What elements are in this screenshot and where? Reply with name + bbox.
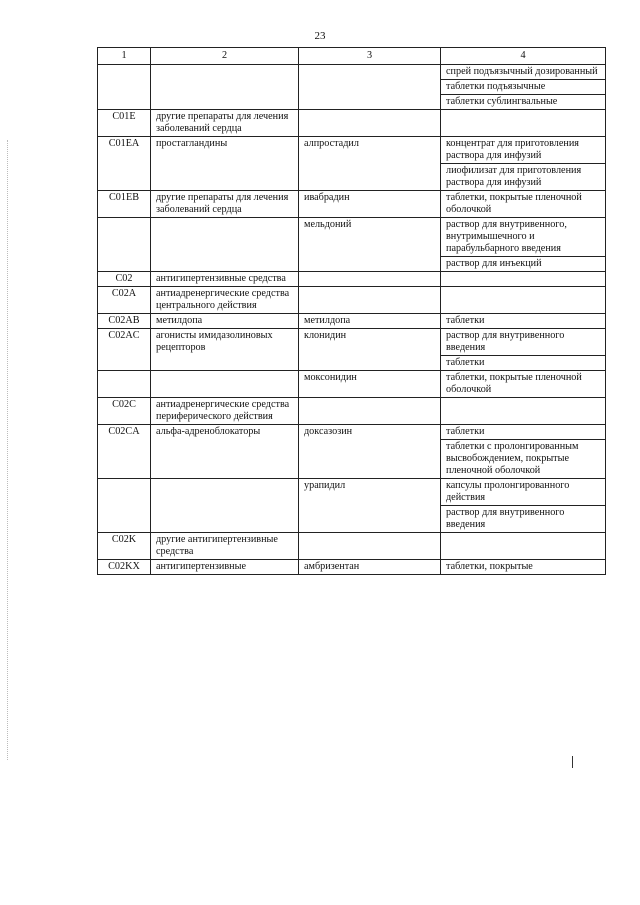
medicines-table (97, 47, 606, 575)
drug-name-cell: метилдопа (299, 314, 441, 329)
scan-margin-mark (7, 140, 8, 760)
dosage-form-cell: таблетки, покрытые (441, 560, 606, 575)
atc-code-cell: C01E (98, 110, 151, 137)
drug-name-cell: амбризентан (299, 560, 441, 575)
column-header-4: 4 (441, 48, 606, 65)
dosage-form-cell: раствор для внутривенного введения (441, 329, 606, 356)
dosage-form-cell: таблетки (441, 356, 606, 371)
drug-name-cell (299, 533, 441, 560)
table-row (98, 65, 606, 80)
atc-code-cell: C02C (98, 398, 151, 425)
table-row (98, 137, 606, 164)
table-header-row (98, 48, 606, 65)
drug-name-cell (299, 65, 441, 110)
group-name-cell (151, 65, 299, 110)
drug-name-cell (299, 272, 441, 287)
drug-name-cell (299, 287, 441, 314)
dosage-form-cell: таблетки (441, 425, 606, 440)
group-name-cell (151, 218, 299, 272)
atc-code-cell: C01EA (98, 137, 151, 191)
group-name-cell: простагландины (151, 137, 299, 191)
scan-tick-mark (572, 756, 573, 768)
atc-code-cell: C02A (98, 287, 151, 314)
drug-name-cell: моксонидин (299, 371, 441, 398)
page-number: 23 (314, 30, 326, 42)
group-name-cell: антигипертензивные (151, 560, 299, 575)
dosage-form-cell: раствор для инъекций (441, 257, 606, 272)
table-row (98, 425, 606, 440)
dosage-form-cell: таблетки (441, 314, 606, 329)
atc-code-cell (98, 479, 151, 533)
dosage-form-cell: капсулы пролонгированного действия (441, 479, 606, 506)
dosage-form-cell: таблетки с пролонгированным высвобождением, покрытые пленочной оболочкой (441, 440, 606, 479)
group-name-cell: агонисты имидазолиновых рецепторов (151, 329, 299, 371)
dosage-form-cell: лиофилизат для приготовления раствора для инфузий (441, 164, 606, 191)
group-name-cell: другие антигипертензивные средства (151, 533, 299, 560)
group-name-cell (151, 479, 299, 533)
table-row (98, 371, 606, 398)
dosage-form-cell: таблетки подъязычные (441, 80, 606, 95)
table-row (98, 314, 606, 329)
group-name-cell: метилдопа (151, 314, 299, 329)
drug-name-cell: ивабрадин (299, 191, 441, 218)
atc-code-cell (98, 218, 151, 272)
dosage-form-cell: спрей подъязычный дозированный (441, 65, 606, 80)
dosage-form-cell (441, 110, 606, 137)
dosage-form-cell: таблетки, покрытые пленочной оболочкой (441, 371, 606, 398)
dosage-form-cell (441, 287, 606, 314)
group-name-cell: альфа-адреноблокаторы (151, 425, 299, 479)
group-name-cell: другие препараты для лечения заболеваний сердца (151, 110, 299, 137)
dosage-form-cell: раствор для внутривенного введения (441, 506, 606, 533)
dosage-form-cell: концентрат для приготовления раствора для инфузий (441, 137, 606, 164)
atc-code-cell: C02AB (98, 314, 151, 329)
table-row (98, 560, 606, 575)
drug-name-cell: урапидил (299, 479, 441, 533)
column-header-3: 3 (299, 48, 441, 65)
drug-name-cell (299, 398, 441, 425)
table-row (98, 110, 606, 137)
atc-code-cell: C02 (98, 272, 151, 287)
atc-code-cell (98, 65, 151, 110)
group-name-cell (151, 371, 299, 398)
dosage-form-cell (441, 533, 606, 560)
drug-name-cell: доксазозин (299, 425, 441, 479)
column-header-2: 2 (151, 48, 299, 65)
atc-code-cell: C02CA (98, 425, 151, 479)
drug-name-cell: клонидин (299, 329, 441, 371)
atc-code-cell: C01EB (98, 191, 151, 218)
group-name-cell: антиадренергические средства центрального действия (151, 287, 299, 314)
dosage-form-cell: таблетки сублингвальные (441, 95, 606, 110)
table-row (98, 533, 606, 560)
table-row (98, 218, 606, 257)
table-row (98, 398, 606, 425)
drug-name-cell: мельдоний (299, 218, 441, 272)
drug-name-cell: алпростадил (299, 137, 441, 191)
drug-name-cell (299, 110, 441, 137)
column-header-1: 1 (98, 48, 151, 65)
table-row (98, 329, 606, 356)
group-name-cell: другие препараты для лечения заболеваний сердца (151, 191, 299, 218)
group-name-cell: антиадренергические средства периферического действия (151, 398, 299, 425)
table-row (98, 272, 606, 287)
group-name-cell: антигипертензивные средства (151, 272, 299, 287)
table-row (98, 191, 606, 218)
dosage-form-cell (441, 272, 606, 287)
table-row (98, 287, 606, 314)
dosage-form-cell: таблетки, покрытые пленочной оболочкой (441, 191, 606, 218)
atc-code-cell: C02KX (98, 560, 151, 575)
atc-code-cell: C02AC (98, 329, 151, 371)
dosage-form-cell: раствор для внутривенного, внутримышечного и парабульбарного введения (441, 218, 606, 257)
atc-code-cell (98, 371, 151, 398)
dosage-form-cell (441, 398, 606, 425)
atc-code-cell: C02K (98, 533, 151, 560)
table-row (98, 479, 606, 506)
